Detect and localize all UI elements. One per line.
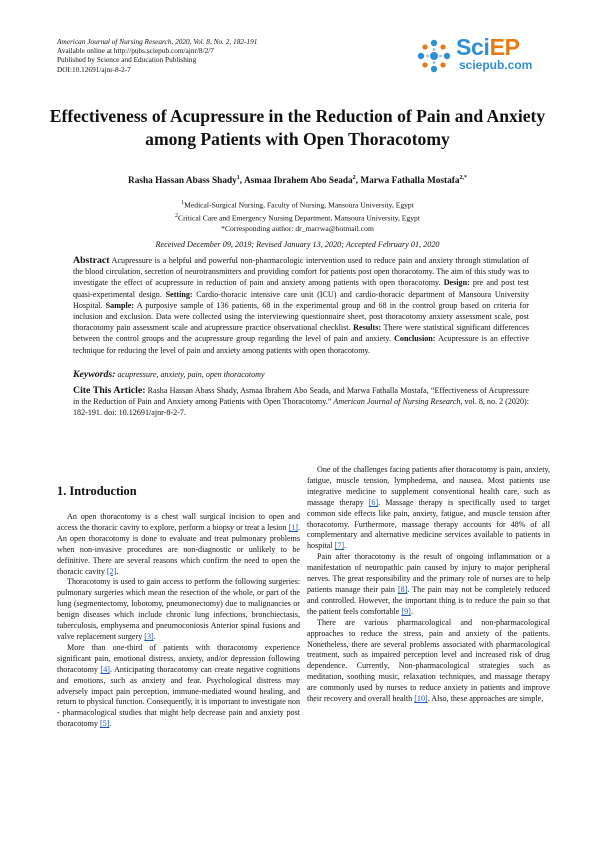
citation-link[interactable]: [9] xyxy=(401,606,411,616)
citation-link[interactable]: [6] xyxy=(368,497,379,507)
journal-header xyxy=(57,37,257,74)
sciep-url: sciepub.com xyxy=(459,58,533,72)
paragraph: More than one-third of patients with thoracotomy experience significant pain, emotional distress, anxiety, and/or depression following thoracotomy [4]. Anticipating thoracotomy can create negative cognitions and emotions, such as anxiety and fear. Psychological distress may adversely impact pain perception, immune-mediated wound healing, and return to physical function. Consequently, it is important to investigate non - pharmacological studies that might help decrease pain and anxiety post thoracotomy [5]. xyxy=(57,642,300,729)
cite-this-article: Cite This Article: Rasha Hassan Abass Shady, Asmaa Ibrahem Abo Seada, and Marwa Fathalla Mostafa, “Effectiveness of Acupressure in the Reduction of Pain and Anxiety among Patients with Open Thoracotomy.” American Journal of Nursing Research, vol. 8, no. 2 (2020): 182-191. doi: 10.12691/ajnr-8-2-7. xyxy=(73,385,529,418)
available-online-line: Available online at http://pubs.sciepub.com/ajnr/8/2/7 xyxy=(57,46,214,56)
author-name: Asmaa Ibrahem Abo Seada xyxy=(243,176,353,187)
paragraph: An open thoracotomy is a chest wall surgical incision to open and access the thoracic cavity to explore, perform a biopsy or treat a lesion [1]. An open thoracotomy is done to evaluate and treat pulmonary problems when non-invasive procedures are non-diagnostic or unlikely to be definitive. There are several reasons which confirm the need to open the thoracic cavity [2]. xyxy=(57,512,301,576)
affiliations xyxy=(40,198,555,234)
publisher-line: Published by Science and Education Publishing xyxy=(57,55,197,65)
sciep-logo-icon xyxy=(414,36,454,76)
doi-line: DOI:10.12691/ajnr-8-2-7 xyxy=(57,64,131,74)
section-heading-introduction: 1. Introduction xyxy=(57,484,137,498)
cite-label: Cite This Article: xyxy=(73,385,146,396)
corresponding-author: *Corresponding author: dr_marrwa@hotmail.com xyxy=(221,223,374,233)
body-column-right xyxy=(307,465,550,705)
journal-citation-line: American Journal of Nursing Research, 2020, Vol. 8, No. 2, 182-191 xyxy=(57,37,258,46)
citation-link[interactable]: [4] xyxy=(100,664,110,674)
paragraph: Pain after thoracotomy is the result of ongoing inflammation or a manifestation of neuropathic pain caused by injury to major peripheral nerves. The great responsibility and the primary role of nurses are to help patients manage their pain [8]. The pain may not be completely reduced and controlled. However, the important thing is to reduce the pain so that the patient feels comfortable [9]. xyxy=(307,552,550,616)
citation-link[interactable]: [7] xyxy=(334,541,345,551)
keywords-text: acupressure, anxiety, pain, open thoracotomy xyxy=(117,370,265,379)
sciep-logo xyxy=(414,36,544,76)
paper-title: Effectiveness of Acupressure in the Reduction of Pain and Anxiety among Patients with Open Thoracotomy xyxy=(49,106,546,149)
author-name: Rasha Hassan Abass Shady xyxy=(128,176,237,187)
paragraph: One of the challenges facing patients after thoracotomy is pain, anxiety, fatigue, muscle tension, lymphedema, and nausea. Most patients use integrative medicine to supplement conventional health care, such as massage therapy [6]. Massage therapy is specifically used to target common side effects like pain, anxiety, fatigue, and muscle tension after thoracotomy. Furthermore, massage therapy accounts for 48% of all complementary and alternative medicine services available to patients in hospital [7]. xyxy=(307,465,550,551)
article-dates: Received December 09, 2019; Revised January 13, 2020; Accepted February 01, 2020 xyxy=(155,240,440,249)
citation-link[interactable]: [8] xyxy=(397,584,408,594)
citation-link[interactable]: [2] xyxy=(106,566,117,576)
sciep-wordmark: SciEP xyxy=(456,34,520,60)
citation-link[interactable]: [5] xyxy=(99,719,110,729)
affiliation-1: $^1$Medical-Surgical Nursing, Faculty of Nursing, Mansoura University, Egypt xyxy=(181,200,414,210)
author-name: Marwa Fathalla Mostafa xyxy=(360,176,460,187)
abstract: Abstract Acupressure is a helpful and powerful non-pharmacologic intervention used to reduce pain and anxiety through stimulation of the blood circulation, secretion of neurotransmitters and providing comfort for patients post open thoracotomy. The aim of this study was to investigate the effect of acupressure in reduction of pain and anxiety among patients with open thoracotomy. Design: pre and post test quasi-experimental design. Setting: Cardio-thoracic intensive care unit (ICU) and cardio-thoracic department of Mansoura University Hospital. Sample: A purposive sample of 136 patients, 68 in the experimental group and 68 in the control group based on criteria for inclusion and exclusion. Data were collected using the interviewing questionnaire sheet, post thoracotomy anxiety assessment scale, post thoracotomy pain assessment scale and acupressure practice observational checklist. Results: There were statistical significant differences between the control groups and the acupressure group regarding the level of pain and anxiety. Conclusion: Acupressure is an effective technique for reducing the level of pain and anxiety among patients with open thoracotomy. xyxy=(73,255,530,355)
paragraph: Thoracotomy is used to gain access to perform the following surgeries: pulmonary surgeries which mean the resection of the whole, or part of the lung (segmentectomy, lobotomy, pneumonectomy) due to malignancies or benign diseases which include chronic lung infections, bronchiectasis, tuberculosis, emphysema and pneumoconiosis Anterior spinal fusions and valve replacement surgery [3]. xyxy=(57,577,300,641)
keywords xyxy=(73,369,529,380)
author-list: Rasha Hassan Abass Shady$^1$, Asmaa Ibrahem Abo Seada$^2$, Marwa Fathalla Mostafa$^{2,*}$ xyxy=(128,175,467,187)
citation-link[interactable]: [1] xyxy=(288,522,298,532)
paragraph: There are various pharmacological and non-pharmacological approaches to reduce the stress, pain and anxiety of the patients. Nonetheless, there are several problems associated with pharmacological treatment, such as impaired perception level and increased risk of drug dependence. Currently, Non-pharmacological strategies such as meditation, soothing music, relaxation techniques, and massage therapy are commonly used by nurses to reduce anxiety in patients and improve their recovery and overall health [10]. Also, these approaches are simple, xyxy=(307,617,550,704)
affiliation-2: $^2$Critical Care and Emergency Nursing Department, Mansoura University, Egypt xyxy=(175,212,420,223)
citation-link[interactable]: [10] xyxy=(414,694,428,704)
body-column-left xyxy=(57,512,300,730)
citation-link[interactable]: [3] xyxy=(144,631,154,641)
keywords-label: Keywords: xyxy=(73,369,116,380)
abstract-label: Abstract xyxy=(73,255,110,266)
